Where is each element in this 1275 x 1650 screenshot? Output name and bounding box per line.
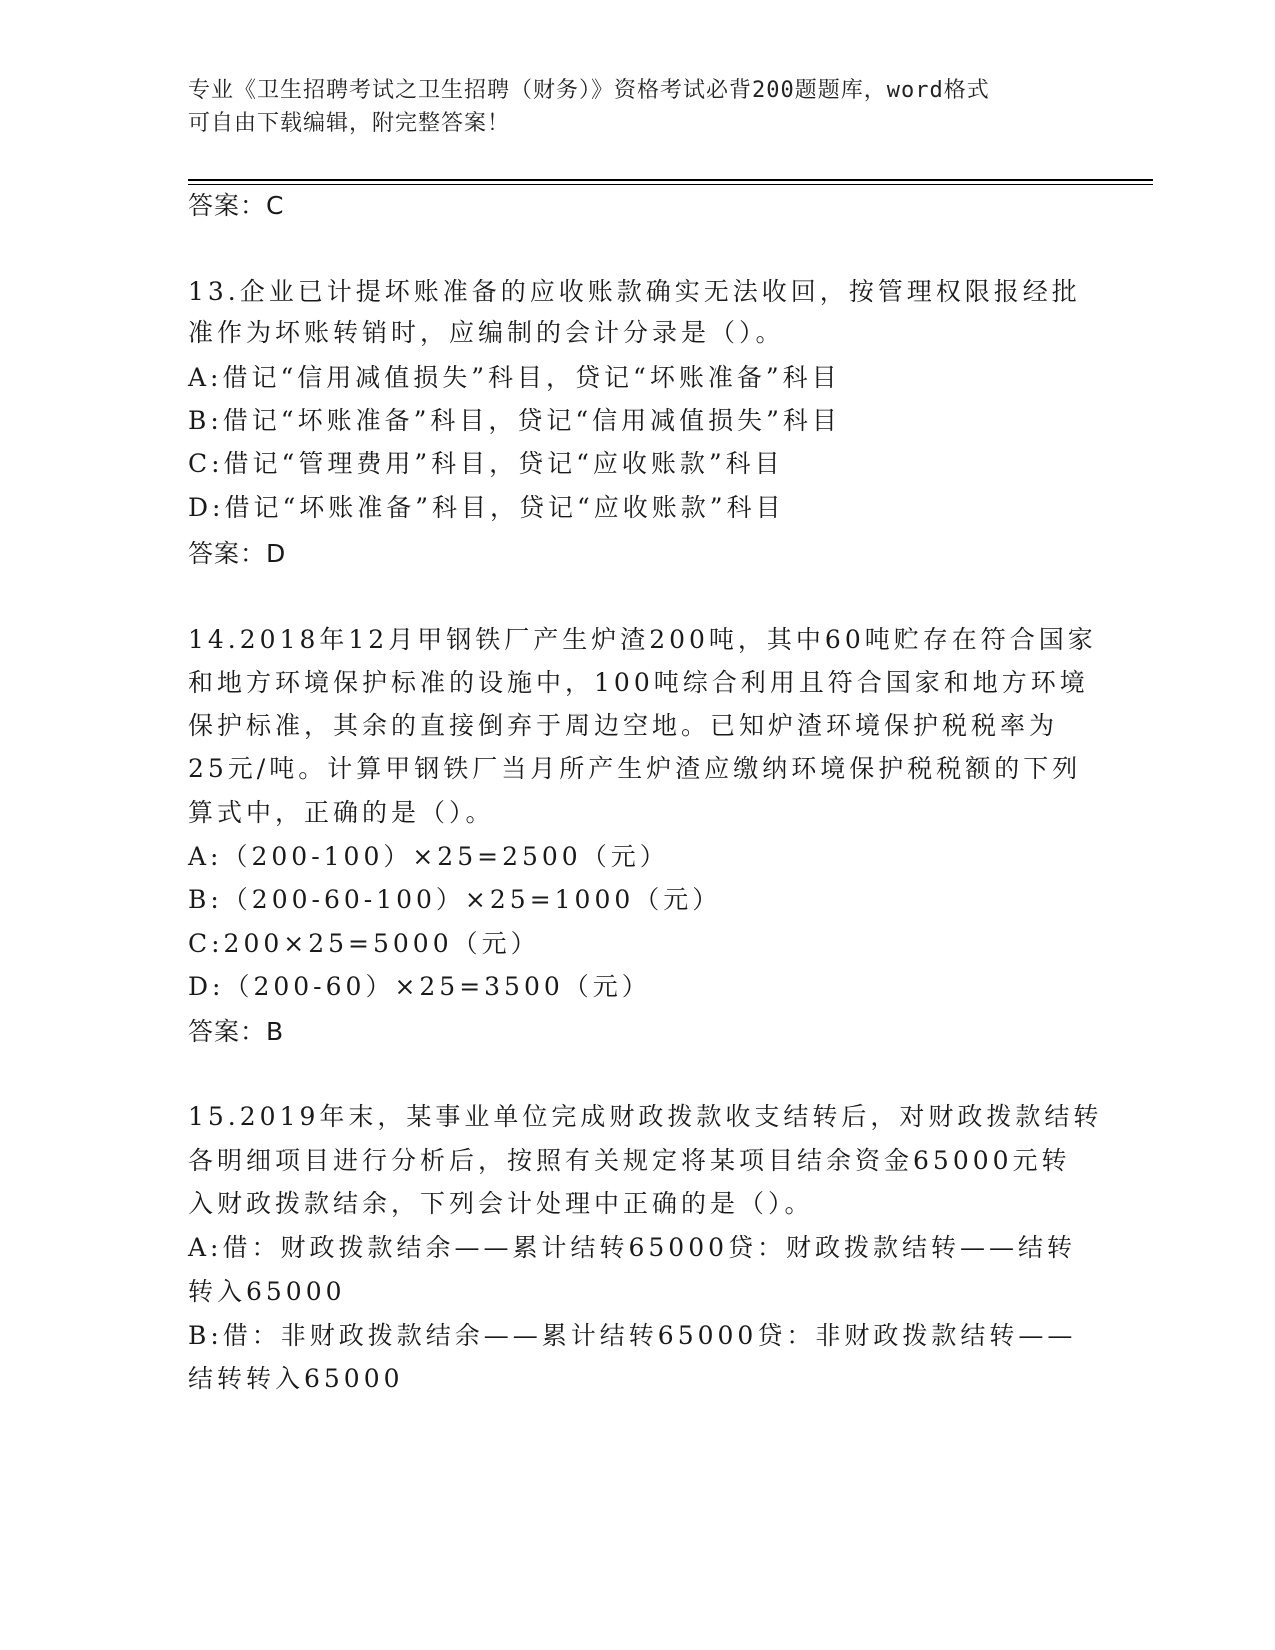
header-rule-thin xyxy=(188,184,1153,185)
q14-stem-line-2: 和地方环境保护标准的设施中，100吨综合利用且符合国家和地方环境 xyxy=(188,668,1089,697)
q13-stem-line-1: 13.企业已计提坏账准备的应收账款确实无法收回，按管理权限报经批 xyxy=(188,277,1081,306)
q14-stem-line-3: 保护标准，其余的直接倒弃于周边空地。已知炉渣环境保护税税率为 xyxy=(188,711,1059,740)
q14-answer: 答案：B xyxy=(188,1017,285,1046)
q13-stem-line-2: 准作为坏账转销时，应编制的会计分录是（）。 xyxy=(188,318,785,347)
q15-stem-line-1: 15.2019年末，某事业单位完成财政拨款收支结转后，对财政拨款结转 xyxy=(188,1102,1103,1131)
q14-option-b: B:（200-60-100）×25=1000（元） xyxy=(188,885,722,914)
header-line-2: 可自由下载编辑，附完整答案！ xyxy=(188,111,511,136)
q15-option-b-line-1: B:借：非财政拨款结余——累计结转65000贷：非财政拨款结转—— xyxy=(188,1321,1077,1350)
q14-option-a: A:（200-100）×25=2500（元） xyxy=(188,842,669,871)
q13-option-a: A:借记“信用减值损失”科目，贷记“坏账准备”科目 xyxy=(188,363,841,392)
q14-option-d: D:（200-60）×25=3500（元） xyxy=(188,972,651,1001)
q15-option-b-line-2: 结转转入65000 xyxy=(188,1364,404,1393)
header-line-1: 专业《卫生招聘考试之卫生招聘（财务）》资格考试必背200题题库，word格式 xyxy=(188,78,990,103)
document-header xyxy=(188,74,1068,140)
q13-option-c: C:借记“管理费用”科目，贷记“应收账款”科目 xyxy=(188,449,784,478)
q13-option-b: B:借记“坏账准备”科目，贷记“信用减值损失”科目 xyxy=(188,406,841,435)
q14-stem-line-1: 14.2018年12月甲钢铁厂产生炉渣200吨，其中60吨贮存在符合国家 xyxy=(188,625,1097,654)
q13-option-d: D:借记“坏账准备”科目，贷记“应收账款”科目 xyxy=(188,493,785,522)
answer-12: 答案：C xyxy=(188,191,285,220)
q14-stem-line-4: 25元/吨。计算甲钢铁厂当月所产生炉渣应缴纳环境保护税税额的下列 xyxy=(188,754,1082,783)
q14-stem-line-5: 算式中，正确的是（）。 xyxy=(188,798,495,827)
header-rule-thick xyxy=(188,179,1153,181)
q15-option-a-line-1: A:借：财政拨款结余——累计结转65000贷：财政拨款结转——结转 xyxy=(188,1233,1077,1262)
q15-option-a-line-2: 转入65000 xyxy=(188,1277,346,1306)
q15-stem-line-3: 入财政拨款结余，下列会计处理中正确的是（）。 xyxy=(188,1189,814,1218)
q14-option-c: C:200×25=5000（元） xyxy=(188,929,540,958)
q15-stem-line-2: 各明细项目进行分析后，按照有关规定将某项目结余资金65000元转 xyxy=(188,1146,1071,1175)
q13-answer: 答案：D xyxy=(188,539,287,568)
